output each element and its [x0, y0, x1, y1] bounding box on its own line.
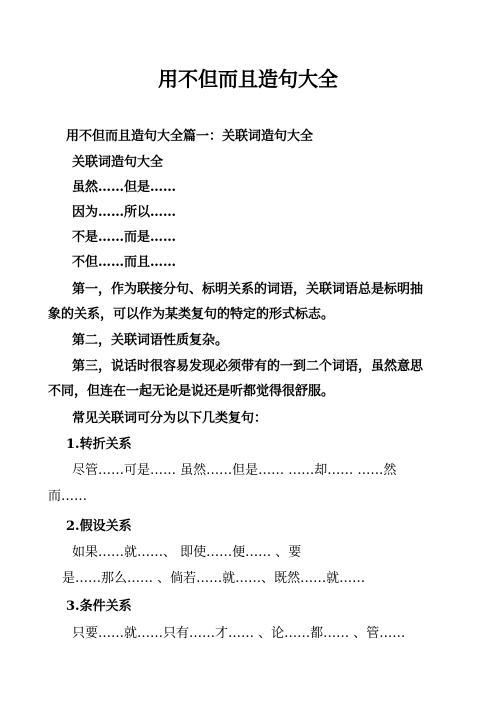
section-1-line-1: 尽管……可是…… 虽然……但是…… ……却…… ……然: [72, 463, 397, 478]
pair-item: 因为……所以……: [72, 205, 177, 220]
pair-item: 不是……而是……: [72, 230, 177, 245]
paragraph-2: 第二，关联词语性质复杂。: [72, 333, 229, 348]
section-2-title: 2.假设关系: [66, 519, 132, 534]
section-1-title: 1.转折关系: [66, 437, 132, 452]
section-2-line-1: 如果……就……、 即使……便…… 、要: [72, 545, 302, 560]
section-3-title: 3.条件关系: [66, 599, 132, 614]
paragraph-1-line-2: 象的关系，可以作为某类复句的特定的形式标志。: [48, 307, 335, 322]
document-title: 用不但而且造句大全: [158, 67, 338, 91]
paragraph-3-line-1: 第三，说话时很容易发现必须带有的一到二个词语，虽然意思: [72, 359, 424, 374]
section-1-line-2: 而……: [48, 489, 88, 504]
pair-item: 虽然……但是……: [72, 180, 177, 195]
paragraph-4: 常见关联词可分为以下几类复句：: [72, 411, 268, 426]
section-2-line-2: 是……那么…… 、倘若……就……、既然……就……: [62, 571, 366, 586]
section-3-line-1: 只要……就……只有……才…… 、论……都…… 、管……: [72, 626, 406, 641]
section-heading: 用不但而且造句大全篇一：关联词造句大全: [66, 129, 314, 144]
paragraph-1-line-1: 第一，作为联接分句、标明关系的词语，关联词语总是标明抽: [72, 282, 424, 297]
subheading: 关联词造句大全: [72, 155, 164, 170]
paragraph-3-line-2: 不同，但连在一起无论是说还是听都觉得很舒服。: [48, 384, 335, 399]
pair-item: 不但……而且……: [72, 255, 177, 270]
